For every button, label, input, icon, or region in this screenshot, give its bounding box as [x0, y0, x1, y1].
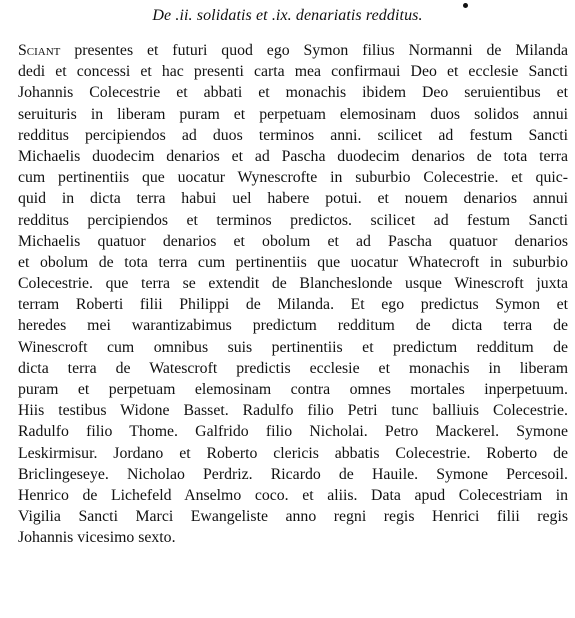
first-line-text: presentes et futuri quod ego Symon filius Normanni de Milanda [60, 42, 568, 59]
charter-text [18, 40, 568, 549]
text-line-16: dicta terra de Watescroft predictis ecclesie et monachis in liberam [18, 359, 568, 377]
text-line-7: cum pertinentiis que uocatur Wynescrofte in suburbio Colecestrie. et quic- [18, 169, 568, 187]
ink-dot [463, 3, 468, 8]
text-line-13: terram Roberti filii Philippi de Milanda. Et ego predictus Symon et [18, 296, 568, 314]
text-line-14: heredes mei warantizabimus predictum redditum de dicta terra de [18, 317, 568, 335]
text-line-12: Colecestrie. que terra se extendit de Blancheslonde usque Winescroft juxta [18, 275, 568, 293]
text-line-21: Briclingeseye. Nicholao Perdriz. Ricardo de Hauile. Symone Percesoil. [18, 465, 568, 483]
text-line-10: Michaelis quatuor denarios et obolum et ad Pascha quatuor denarios [18, 232, 568, 250]
text-line-1 [18, 40, 568, 61]
text-line-20: Leskirmisur. Jordano et Roberto clericis abbatis Colecestrie. Roberto de [18, 444, 568, 462]
text-line-24: Johannis vicesimo sexto. [18, 529, 176, 547]
text-line-22: Henrico de Lichefeld Anselmo coco. et aliis. Data apud Colecestriam in [18, 486, 568, 504]
text-line-15: Winescroft cum omnibus suis pertinentiis et predictum redditum de [18, 338, 568, 356]
text-line-5: redditus percipiendos ad duos terminos anni. scilicet ad festum Sancti [18, 126, 568, 144]
charter-heading: De .ii. solidatis et .ix. denariatis redditus. [152, 7, 423, 24]
opening-word: Sciant [18, 42, 61, 59]
text-line-9: redditus percipiendos et terminos predictos. scilicet ad festum Sancti [18, 211, 568, 229]
text-line-23: Vigilia Sancti Marci Ewangeliste anno regni regis Henrici filii regis [18, 508, 568, 526]
text-line-2: dedi et concessi et hac presenti carta mea confirmaui Deo et ecclesie Sancti [18, 63, 568, 81]
text-line-6: Michaelis duodecim denarios et ad Pascha duodecim denarios de tota terra [18, 147, 568, 165]
text-line-19: Radulfo filio Thome. Galfrido filio Nicholai. Petro Mackerel. Symone [18, 423, 568, 441]
text-line-11: et obolum de tota terra cum pertinentiis que uocatur Whatecroft in suburbio [18, 253, 568, 271]
text-line-4: seruituris in liberam puram et perpetuam elemosinam duos solidos annui [18, 105, 568, 123]
text-line-8: quid in dicta terra habui uel habere potui. et nouem denarios annui [18, 190, 568, 208]
text-line-17: puram et perpetuam elemosinam contra omnes mortales inperpetuum. [18, 381, 568, 398]
text-line-3: Johannis Colecestrie et abbati et monachis ibidem Deo seruientibus et [18, 84, 568, 102]
text-line-18: Hiis testibus Widone Basset. Radulfo filio Petri tunc balliuis Colecestrie. [18, 402, 568, 420]
